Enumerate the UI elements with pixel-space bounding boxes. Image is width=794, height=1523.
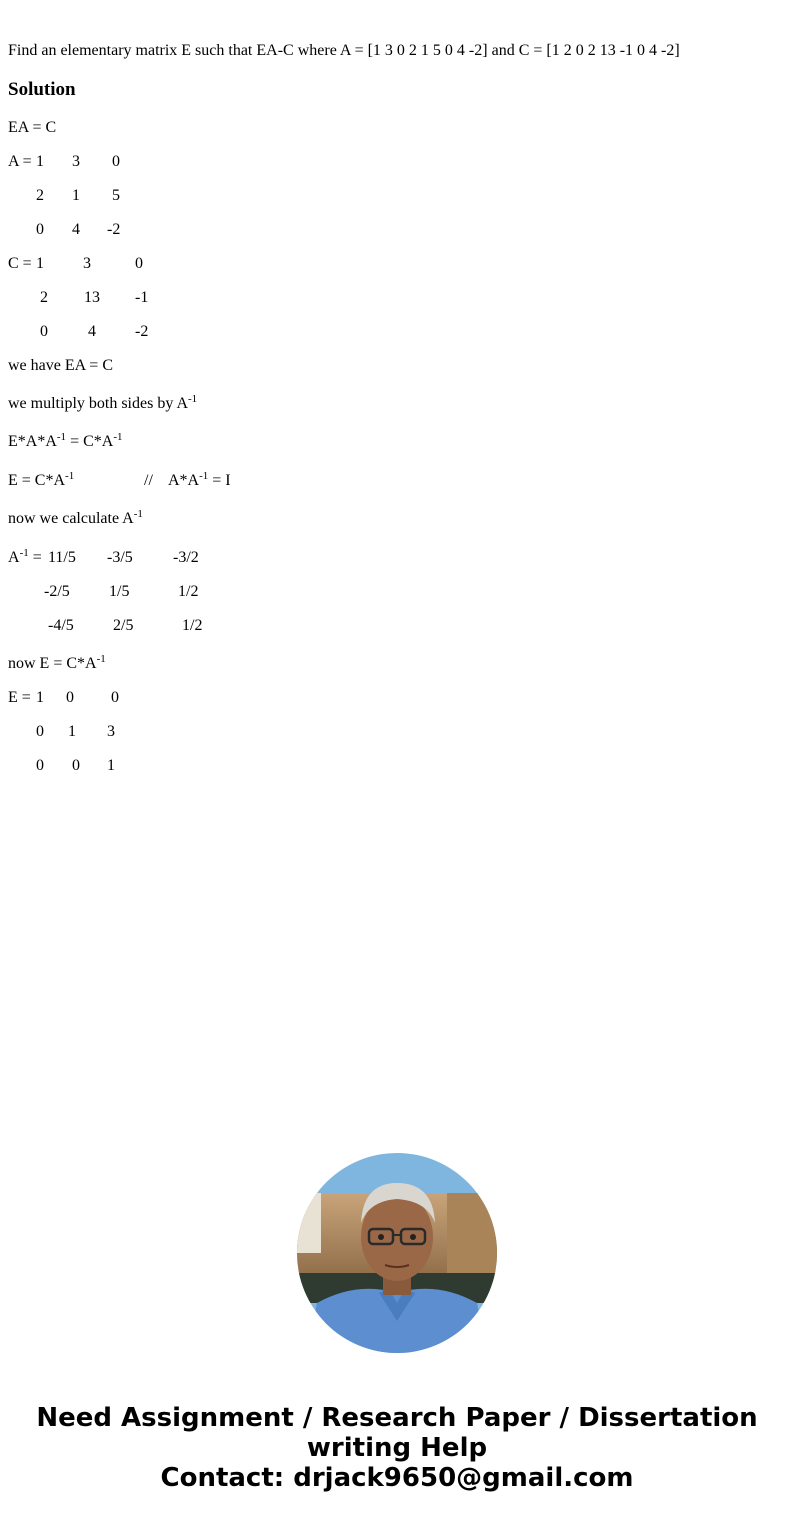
matrix-ainv-cell: -3/5 [107, 549, 133, 566]
matrix-e-row-2 [8, 723, 408, 741]
matrix-e-cell: 0 [36, 757, 44, 774]
matrix-ainv-cell: 11/5 [48, 549, 76, 566]
matrix-ainv-row-1 [8, 549, 408, 567]
multiply-sup: -1 [188, 393, 198, 405]
matrix-e-row-1 [8, 689, 408, 707]
matrix-ainv-cell: 1/2 [178, 583, 199, 600]
equation-eaa-inv [8, 433, 122, 451]
matrix-e-cell: 1 [68, 723, 76, 740]
calc-main: now we calculate A [8, 510, 134, 527]
matrix-a-row-1 [8, 153, 408, 171]
matrix-a-cell: -2 [107, 221, 121, 238]
eq1-sup1: -1 [56, 431, 67, 443]
eq2-left [8, 472, 74, 490]
matrix-e-label: E = [8, 689, 31, 706]
matrix-c-cell: 13 [84, 289, 100, 306]
matrix-c-row-2 [8, 289, 408, 307]
matrix-ainv-cell: -3/2 [173, 549, 199, 566]
matrix-c-cell: -1 [135, 289, 149, 306]
now-e-main: now E = C*A [8, 655, 97, 672]
matrix-a-row-3 [8, 221, 408, 239]
matrix-c-cell: 2 [40, 289, 48, 306]
matrix-c-row-1 [8, 255, 408, 273]
matrix-a-cell: 3 [72, 153, 80, 170]
matrix-a-cell: 2 [36, 187, 44, 204]
eq1-part1: E*A*A [8, 433, 57, 450]
we-have-text: we have EA = C [8, 357, 113, 374]
matrix-e-cell: 3 [107, 723, 115, 740]
now-e-text [8, 655, 106, 673]
matrix-c-cell: 3 [83, 255, 91, 272]
calculate-text [8, 510, 143, 528]
matrix-a-row-2 [8, 187, 408, 205]
eq2-sup2: -1 [199, 470, 209, 482]
matrix-a-cell: 5 [112, 187, 120, 204]
matrix-e-cell: 0 [72, 757, 80, 774]
promo-line-2: writing Help [306, 1433, 488, 1463]
matrix-a-cell: 4 [72, 221, 80, 238]
equation-e-ca-inv [8, 472, 408, 490]
eq2-comment: // [144, 472, 153, 489]
eq2-sup1: -1 [65, 470, 75, 482]
matrix-e-cell: 1 [36, 689, 44, 706]
matrix-ainv-label-base: A [8, 549, 20, 566]
matrix-ainv-cell: -4/5 [48, 617, 74, 634]
matrix-ainv-cell: 1/5 [109, 583, 130, 600]
eq1-sup2: -1 [113, 431, 123, 443]
matrix-ainv-label-sup: -1 [19, 547, 29, 559]
matrix-e-cell: 1 [107, 757, 115, 774]
matrix-c-label: C = [8, 255, 32, 272]
matrix-a-cell: 1 [72, 187, 80, 204]
multiply-main: we multiply both sides by A [8, 395, 188, 412]
matrix-e-cell: 0 [111, 689, 119, 706]
matrix-c-cell: 0 [40, 323, 48, 340]
matrix-e-row-3 [8, 757, 408, 775]
author-photo-illustration [297, 1153, 497, 1353]
eq2-part3: = I [208, 472, 231, 489]
matrix-c-row-3 [8, 323, 408, 341]
solution-heading: Solution [8, 79, 76, 100]
matrix-ainv-label-eq: = [28, 549, 42, 566]
now-e-sup: -1 [96, 653, 106, 665]
matrix-ainv-cell: -2/5 [44, 583, 70, 600]
matrix-c-cell: 1 [36, 255, 44, 272]
matrix-c-cell: 4 [88, 323, 96, 340]
matrix-e-cell: 0 [36, 723, 44, 740]
eq2-right [168, 472, 231, 490]
matrix-ainv-cell: 1/2 [182, 617, 203, 634]
eq2-part2: A*A [168, 472, 200, 489]
matrix-e-cell: 0 [66, 689, 74, 706]
promo-line-1: Need Assignment / Research Paper / Dissertation [36, 1403, 758, 1433]
matrix-ainv-cell: 2/5 [113, 617, 134, 634]
promo-contact: Contact: drjack9650@gmail.com [160, 1463, 634, 1493]
matrix-ainv-label [8, 549, 42, 567]
matrix-a-label: A = [8, 153, 32, 170]
author-photo [297, 1153, 497, 1353]
question-text: Find an elementary matrix E such that EA-C where A = [1 3 0 2 1 5 0 4 -2] and C = [1 2 0 2 13 -1 0 4 -2] [8, 42, 680, 59]
promo-banner [0, 1403, 794, 1493]
matrix-c-cell: -2 [135, 323, 149, 340]
matrix-c-cell: 0 [135, 255, 143, 272]
eq2-part1: E = C*A [8, 472, 66, 489]
eq1-part2: = C*A [66, 433, 114, 450]
matrix-a-cell: 1 [36, 153, 44, 170]
equation-ea-c: EA = C [8, 119, 57, 136]
multiply-text [8, 395, 197, 413]
matrix-a-cell: 0 [36, 221, 44, 238]
matrix-ainv-row-2 [8, 583, 408, 601]
calc-sup: -1 [133, 508, 143, 520]
matrix-a-cell: 0 [112, 153, 120, 170]
matrix-ainv-row-3 [8, 617, 408, 635]
